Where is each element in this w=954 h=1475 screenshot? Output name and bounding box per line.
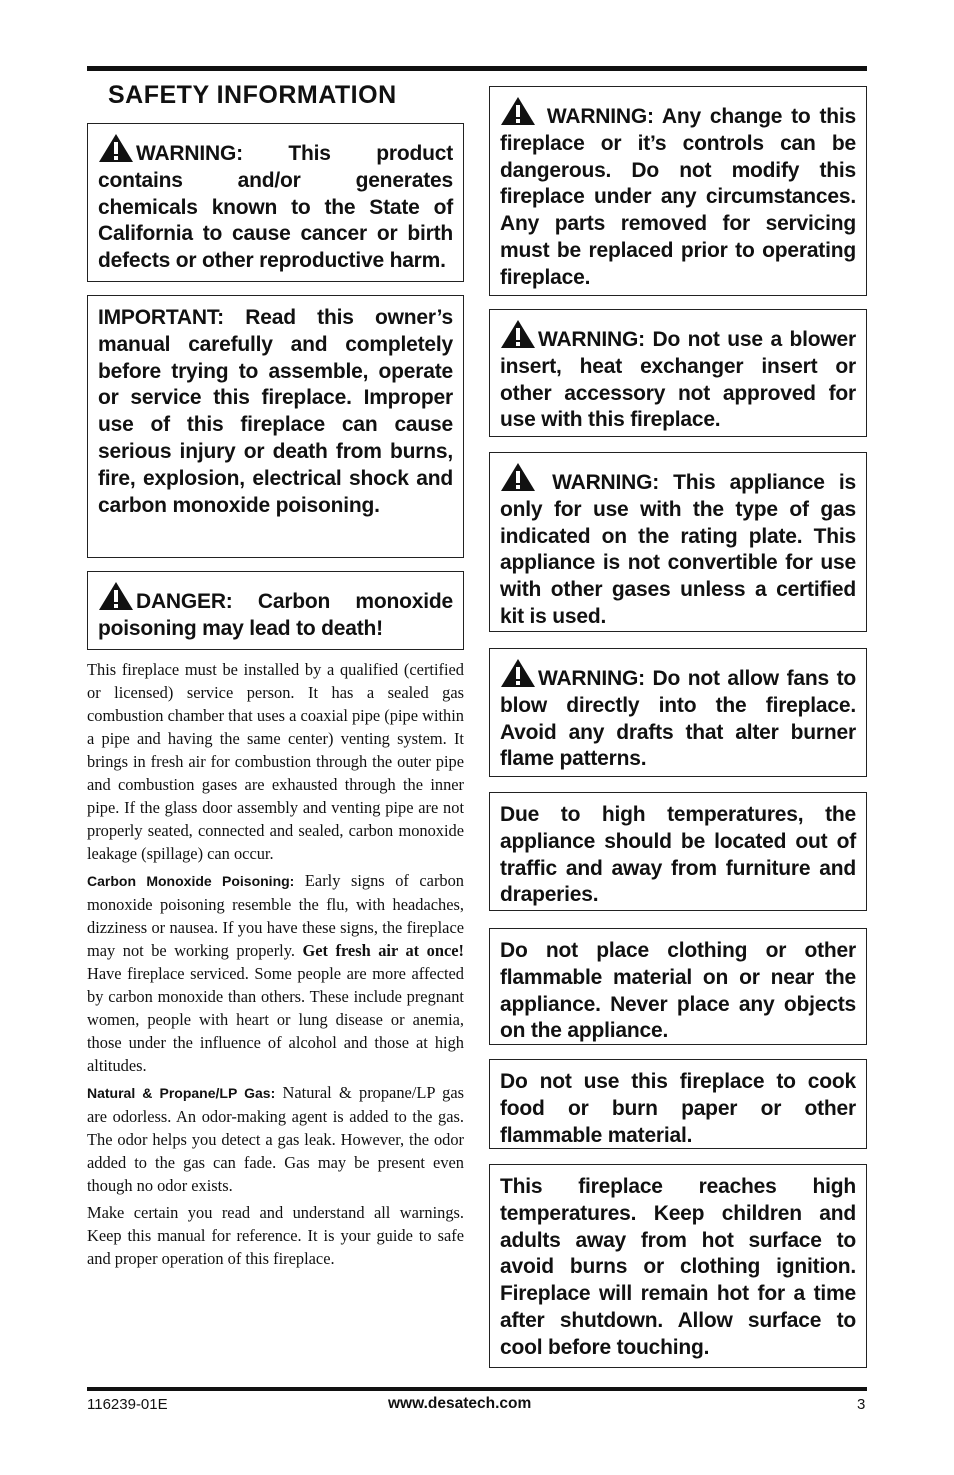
warning-triangle-icon: [98, 133, 134, 163]
warning-text: Do not use a blower insert, heat exchanger insert or other accessory not approved for use with this fireplace.: [500, 328, 856, 432]
page-number: 3: [857, 1396, 866, 1413]
warning-text: This appliance is only for use with the type of gas indicated on the rating plate. This appliance is not convertible for use with other gases unless a certified kit is used.: [500, 471, 856, 628]
notice-box-clothing: [489, 928, 867, 1045]
installation-paragraph: This fireplace must be installed by a qualified (certified or licensed) service person. It has a sealed gas combustion chamber that uses a coaxial pipe (pipe within a pipe and having the same center) venting system. It brings in fresh air for combustion through the outer pipe and combustion gases are exhausted through the inner pipe. If the glass door assembly and venting pipe are not properly seated, connected and sealed, carbon monoxide leakage (spillage) can occur.: [87, 660, 464, 863]
danger-box: [87, 571, 464, 650]
warning-label: WARNING:: [136, 142, 243, 165]
warning-triangle-icon: [500, 658, 536, 688]
doc-number: 116239-01E: [87, 1396, 168, 1413]
warning-text: Do not allow fans to blow directly into the fireplace. Avoid any drafts that alter burner flame patterns.: [500, 667, 856, 771]
co-poisoning-paragraph: [87, 869, 464, 1077]
important-label: IMPORTANT:: [98, 306, 224, 329]
notice-text: This fireplace reaches high temperatures. Keep children and adults away from hot surface to avoid burns or clothing ignition. Fireplace will remain hot for a time after shutdown. Allow surface to cool before touching.: [500, 1175, 856, 1359]
warning-triangle-icon: [500, 319, 536, 349]
website-link[interactable]: www.desatech.com: [388, 1395, 532, 1412]
warning-box-gas-type: [489, 452, 867, 632]
danger-text: Carbon monoxide poisoning may lead to death!: [98, 590, 454, 640]
gas-lead: Natural & Propane/LP Gas:: [87, 1085, 276, 1101]
top-rule: [87, 66, 867, 71]
notice-box-cook: [489, 1059, 867, 1149]
warning-triangle-icon: [98, 581, 134, 611]
notice-text: Do not use this fireplace to cook food or burn paper or other flammable material.: [500, 1070, 856, 1147]
warning-box-chemicals: [87, 123, 464, 282]
warning-box-modify: [489, 86, 867, 296]
left-column: [87, 80, 464, 1274]
notice-text: Do not place clothing or other flammable material on or near the appliance. Never place any objects on the appliance.: [500, 939, 856, 1043]
notice-box-temperatures: [489, 792, 867, 911]
notice-box-hot-surface: [489, 1164, 867, 1368]
warning-triangle-icon: [500, 96, 536, 126]
warning-box-blower: [489, 309, 867, 437]
gas-paragraph: [87, 1081, 464, 1197]
important-box: [87, 295, 464, 558]
warning-box-fans: [489, 648, 867, 777]
final-paragraph: Make certain you read and understand all warnings. Keep this manual for reference. It is your guide to safe and proper operation of this fireplace.: [87, 1203, 464, 1268]
co-text-1: Early signs of carbon monoxide poisoning resemble the flu, with headaches, dizziness or nausea. If you have these signs, the fireplace may not be working properly.: [87, 871, 464, 960]
co-text-2: Have fireplace serviced. Some people are more affected by carbon monoxide than others. These include pregnant women, people with heart or lung disease or anemia, those under the influence of alcohol and those at high altitudes.: [87, 964, 464, 1075]
co-bold: Get fresh air at once!: [302, 941, 464, 960]
warning-label: WARNING:: [538, 328, 645, 351]
important-text: Read this owner’s manual carefully and completely before trying to assemble, operate or service this fireplace. Improper use of this fireplace can cause serious injury or death from burns, fire, explosion, electrical shock and carbon monoxide poisoning.: [98, 306, 453, 517]
notice-text: Due to high temperatures, the appliance should be located out of traffic and away from furniture and draperies.: [500, 803, 856, 907]
gas-text: Natural & propane/LP gas are odorless. An odor-making agent is added to the gas. The odor helps you detect a gas leak. However, the odor added to the gas can fade. Gas may be present even though no odor exists.: [87, 1083, 464, 1195]
warning-text: This product contains and/or generates chemicals known to the State of California to cause cancer or birth defects or other reproductive harm.: [98, 142, 454, 273]
warning-triangle-icon: [500, 462, 536, 492]
warning-label: WARNING:: [546, 105, 654, 128]
right-column: [489, 86, 867, 1368]
bottom-rule: [87, 1387, 867, 1391]
co-lead: Carbon Monoxide Poisoning:: [87, 873, 295, 889]
warning-label: WARNING:: [552, 471, 660, 494]
warning-label: WARNING:: [538, 667, 645, 690]
section-title: SAFETY INFORMATION: [108, 81, 397, 109]
warning-text: Any change to this fireplace or it’s controls can be dangerous. Do not modify this fireplace under any circumstances. Any parts removed for servicing must be replaced prior to operating fireplace.: [500, 105, 856, 289]
danger-label: DANGER:: [136, 590, 233, 613]
